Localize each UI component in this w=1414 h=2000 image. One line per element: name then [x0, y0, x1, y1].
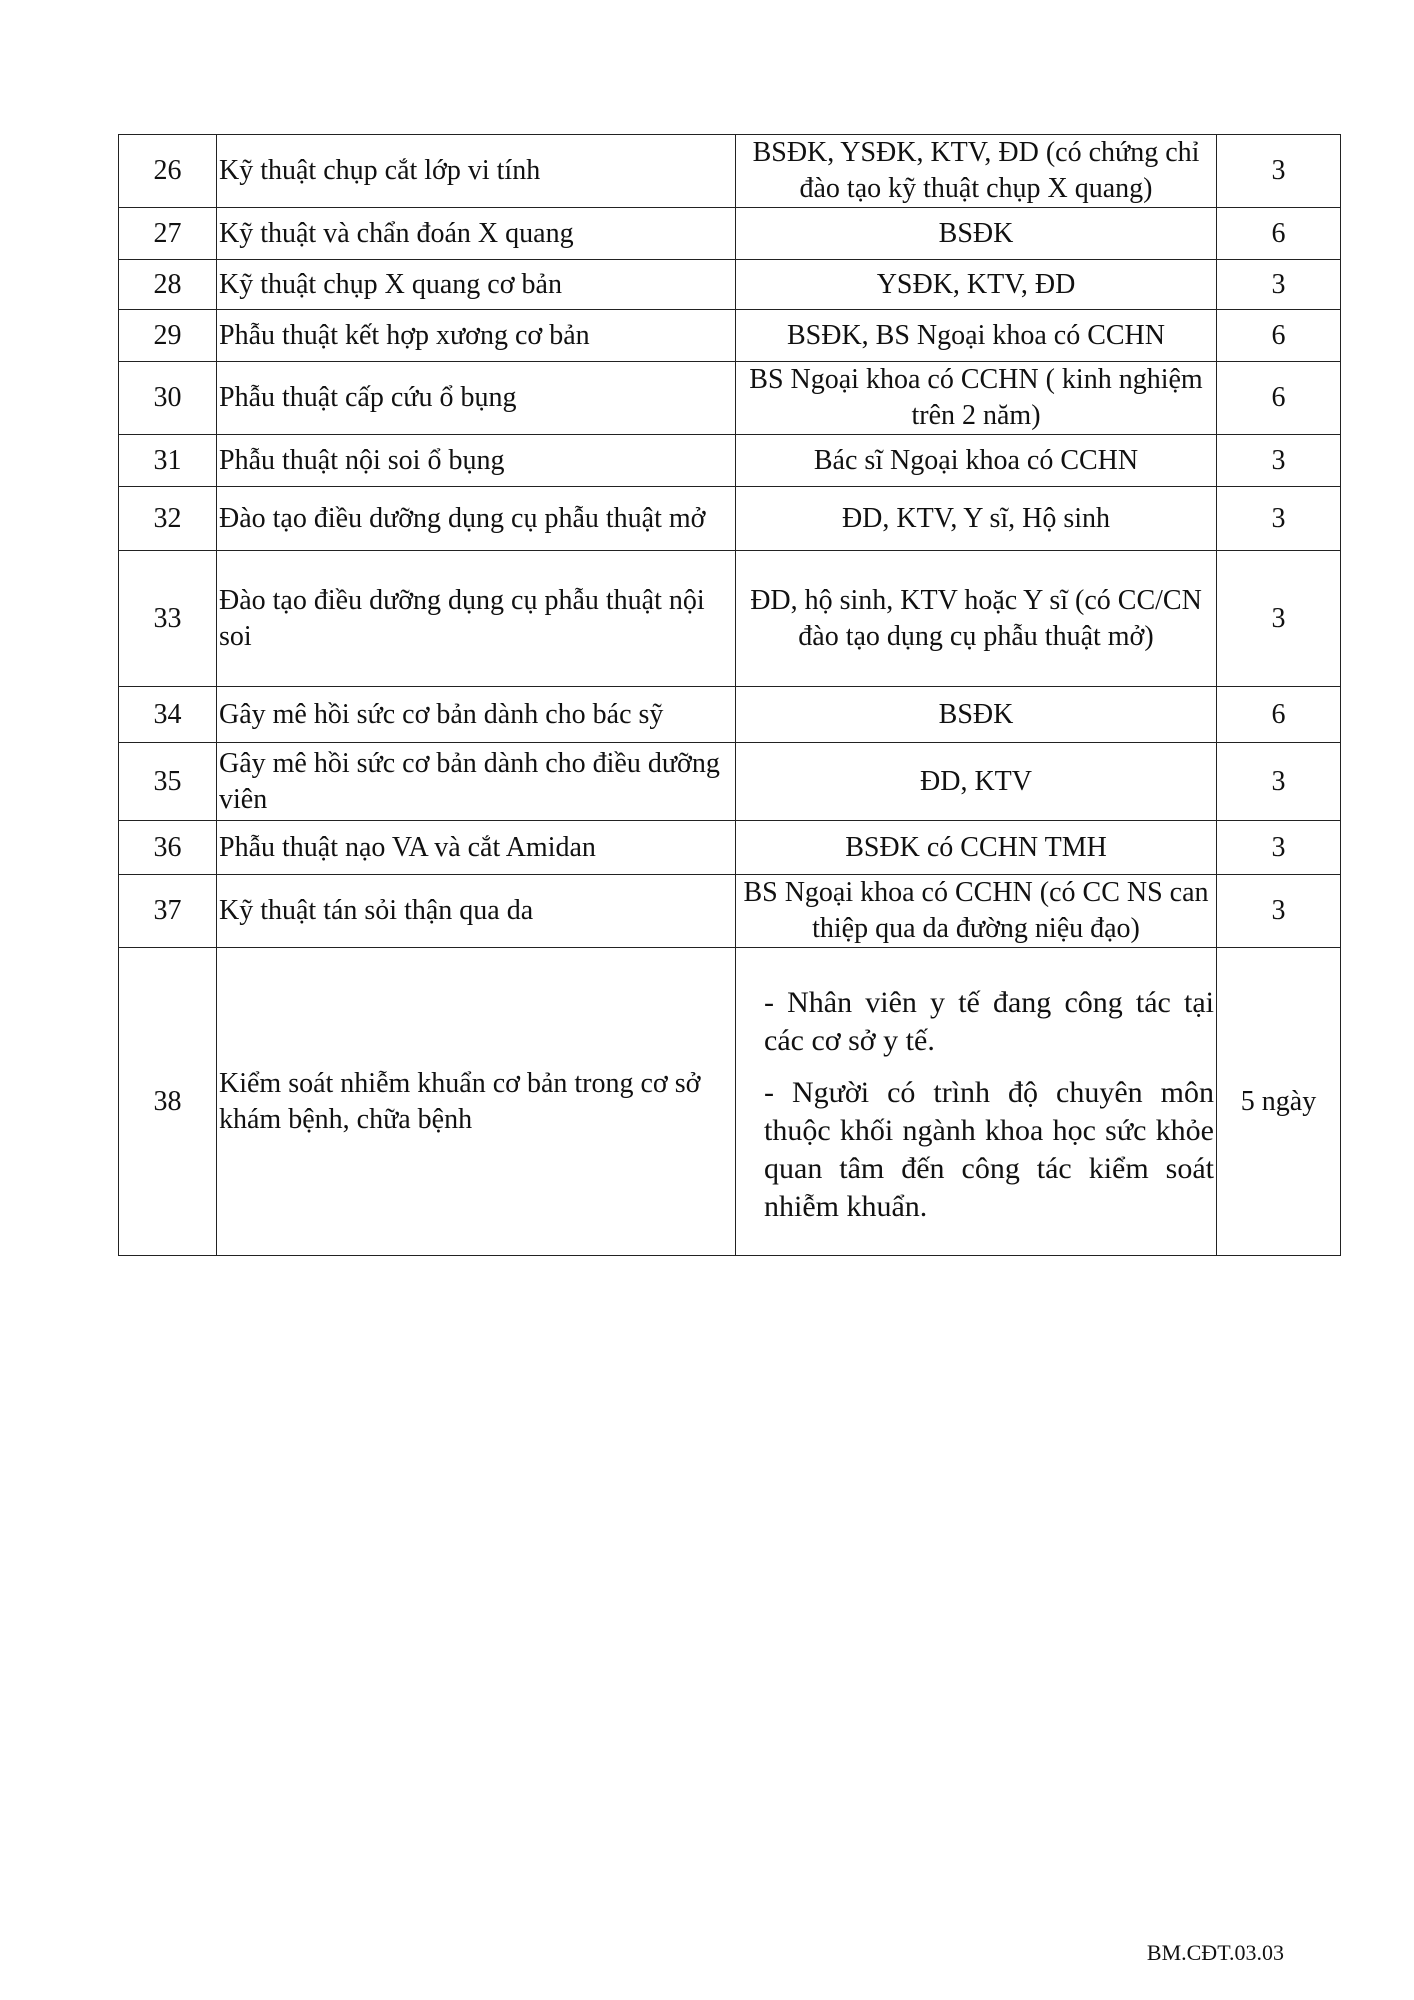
row-number: 28: [119, 260, 217, 310]
duration: 3: [1217, 435, 1341, 487]
target-trainees: BSĐK: [736, 687, 1217, 743]
course-table: [118, 134, 1341, 1256]
table-row: [119, 310, 1341, 362]
duration: 3: [1217, 260, 1341, 310]
course-name: Gây mê hồi sức cơ bản dành cho điều dưỡng viên: [217, 743, 736, 821]
target-trainees: ĐD, KTV, Y sĩ, Hộ sinh: [736, 487, 1217, 551]
course-name: Kiểm soát nhiễm khuẩn cơ bản trong cơ sở khám bệnh, chữa bệnh: [217, 948, 736, 1256]
target-trainees: BSĐK, YSĐK, KTV, ĐD (có chứng chỉ đào tạo kỹ thuật chụp X quang): [736, 135, 1217, 208]
target-trainees: BSĐK, BS Ngoại khoa có CCHN: [736, 310, 1217, 362]
table-row: [119, 875, 1341, 948]
target-trainees: Bác sĩ Ngoại khoa có CCHN: [736, 435, 1217, 487]
course-name: Phẫu thuật nội soi ổ bụng: [217, 435, 736, 487]
table-row: [119, 260, 1341, 310]
row-number: 35: [119, 743, 217, 821]
course-name: Kỹ thuật và chẩn đoán X quang: [217, 208, 736, 260]
course-name: Gây mê hồi sức cơ bản dành cho bác sỹ: [217, 687, 736, 743]
row-number: 29: [119, 310, 217, 362]
row-number: 36: [119, 821, 217, 875]
target-trainees: BS Ngoại khoa có CCHN (có CC NS can thiệp qua da đường niệu đạo): [736, 875, 1217, 948]
table-row: [119, 208, 1341, 260]
row-number: 32: [119, 487, 217, 551]
duration: 3: [1217, 487, 1341, 551]
table-row: [119, 435, 1341, 487]
table-row: [119, 948, 1341, 1256]
course-name: Phẫu thuật kết hợp xương cơ bản: [217, 310, 736, 362]
target-trainees: BSĐK có CCHN TMH: [736, 821, 1217, 875]
course-name: Phẫu thuật nạo VA và cắt Amidan: [217, 821, 736, 875]
table-row: [119, 743, 1341, 821]
row-number: 31: [119, 435, 217, 487]
table-row: [119, 487, 1341, 551]
target-trainees: ĐD, KTV: [736, 743, 1217, 821]
row-number: 38: [119, 948, 217, 1256]
form-code: BM.CĐT.03.03: [1146, 1940, 1284, 1965]
target-trainees: ĐD, hộ sinh, KTV hoặc Y sĩ (có CC/CN đào tạo dụng cụ phẫu thuật mở): [736, 551, 1217, 687]
table-row: [119, 135, 1341, 208]
duration: 6: [1217, 687, 1341, 743]
duration: 6: [1217, 310, 1341, 362]
row-number: 27: [119, 208, 217, 260]
course-name: Kỹ thuật chụp cắt lớp vi tính: [217, 135, 736, 208]
row-number: 33: [119, 551, 217, 687]
course-name: Phẫu thuật cấp cứu ổ bụng: [217, 362, 736, 435]
target-paragraph: - Nhân viên y tế đang công tác tại các cơ sở y tế.: [764, 985, 1214, 1057]
row-number: 30: [119, 362, 217, 435]
course-name: Kỹ thuật tán sỏi thận qua da: [217, 875, 736, 948]
duration: 3: [1217, 135, 1341, 208]
row-number: 37: [119, 875, 217, 948]
target-trainees: BS Ngoại khoa có CCHN ( kinh nghiệm trên 2 năm): [736, 362, 1217, 435]
table-row: [119, 821, 1341, 875]
table-row: [119, 362, 1341, 435]
course-name: Đào tạo điều dưỡng dụng cụ phẫu thuật mở: [217, 487, 736, 551]
target-trainees: YSĐK, KTV, ĐD: [736, 260, 1217, 310]
row-number: 34: [119, 687, 217, 743]
table-row: [119, 687, 1341, 743]
target-paragraph: - Người có trình độ chuyên môn thuộc khối ngành khoa học sức khỏe quan tâm đến công tác kiểm soát nhiễm khuẩn.: [764, 1075, 1214, 1223]
table-row: [119, 551, 1341, 687]
duration: 5 ngày: [1217, 948, 1341, 1256]
target-trainees: [736, 948, 1217, 1256]
course-name: Kỹ thuật chụp X quang cơ bản: [217, 260, 736, 310]
duration: 3: [1217, 551, 1341, 687]
row-number: 26: [119, 135, 217, 208]
duration: 3: [1217, 875, 1341, 948]
course-name: Đào tạo điều dưỡng dụng cụ phẫu thuật nội soi: [217, 551, 736, 687]
duration: 6: [1217, 362, 1341, 435]
duration: 3: [1217, 821, 1341, 875]
target-trainees: BSĐK: [736, 208, 1217, 260]
duration: 3: [1217, 743, 1341, 821]
duration: 6: [1217, 208, 1341, 260]
